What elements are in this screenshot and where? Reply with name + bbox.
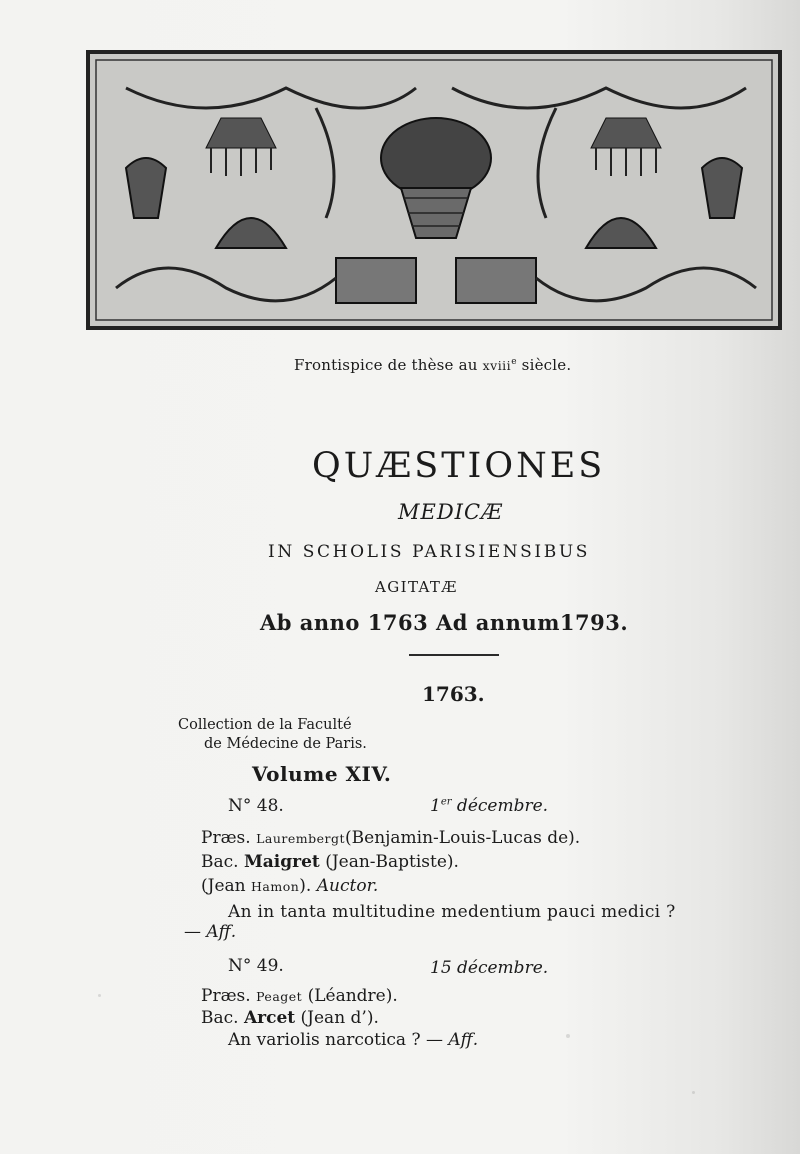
collection-note <box>178 716 367 754</box>
entry-praeses: Præs. Laurembergt(Benjamin-Louis-Lucas de). <box>201 828 581 848</box>
entry-date: 1er décembre. <box>430 796 549 816</box>
entry-number: N° 48. <box>228 796 284 816</box>
entry-auctor: (Jean Hamon). Auctor. <box>201 876 379 896</box>
years-line: Ab anno 1763 Ad annum1793. <box>260 610 629 635</box>
volume-heading: Volume XIV. <box>252 762 392 786</box>
collection-line-2: de Médecine de Paris. <box>204 736 367 752</box>
entry-question: An variolis narcotica ? — Aff. <box>228 1030 479 1050</box>
entry-baccalaureus: Bac. Arcet (Jean d’). <box>201 1008 379 1028</box>
title: QUÆSTIONES <box>312 446 606 486</box>
frontispiece-caption: Frontispice de thèse au xviii$^e$ siècle. <box>294 356 572 374</box>
paper-speck <box>692 1091 695 1094</box>
divider-rule <box>409 654 499 656</box>
year-heading: 1763. <box>422 682 485 706</box>
entry-number: N° 49. <box>228 956 284 976</box>
agitatae-line: AGITATÆ <box>375 578 458 596</box>
entry-question-continuation: — Aff. <box>184 922 237 942</box>
entry-baccalaureus: Bac. Maigret (Jean-Baptiste). <box>201 852 459 872</box>
scholis-line: IN SCHOLIS PARISIENSIBUS <box>268 542 591 562</box>
entry-date: 15 décembre. <box>430 958 549 978</box>
entry-praeses: Præs. Peaget (Léandre). <box>201 986 398 1006</box>
subtitle: MEDICÆ <box>398 500 504 524</box>
paper-speck <box>98 994 101 997</box>
collection-line-1: Collection de la Faculté <box>178 717 352 733</box>
entry-question: An in tanta multitudine medentium pauci medici ? <box>228 902 676 922</box>
frontispiece-engraving <box>86 48 782 332</box>
paper-speck <box>566 1034 570 1038</box>
